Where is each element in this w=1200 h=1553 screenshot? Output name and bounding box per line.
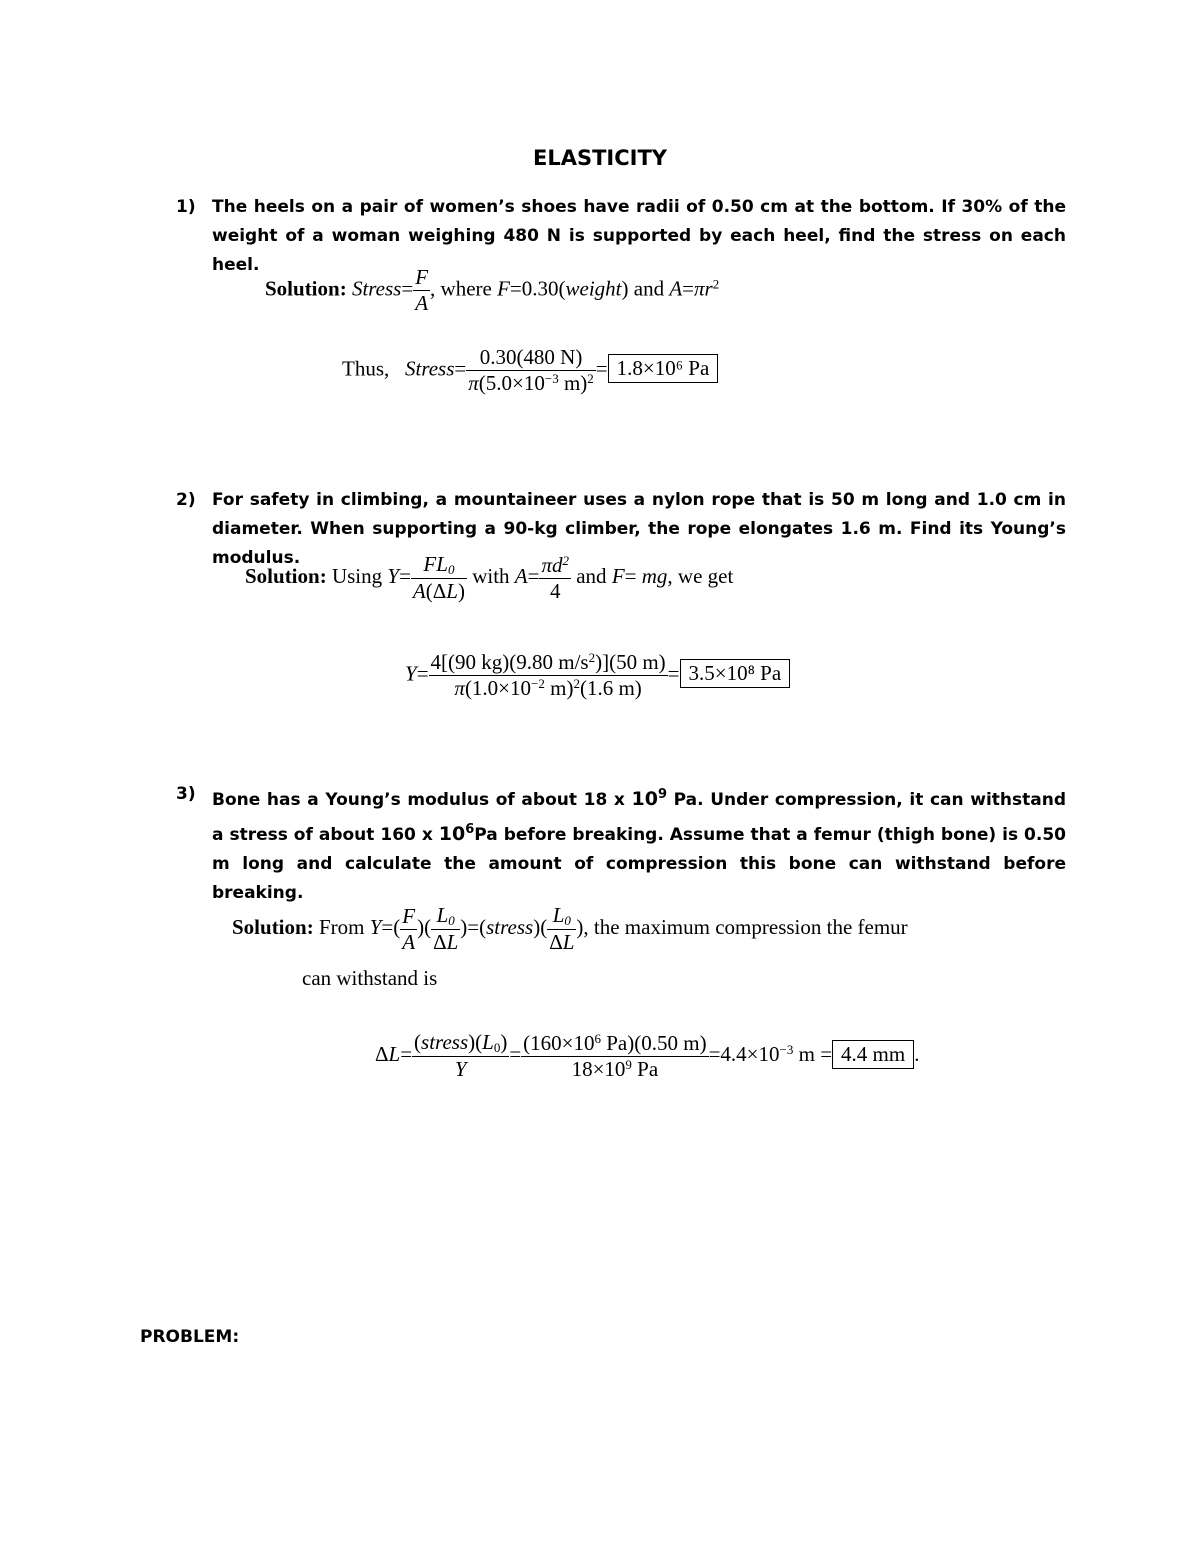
solution-3-tail: can withstand is bbox=[302, 966, 438, 990]
question-number: 2) bbox=[176, 490, 196, 510]
solution-label: Solution: bbox=[232, 914, 314, 939]
solution-3-calc: ΔL= $\frac{(stress)(L_0)}{Y}$ = $\frac{(160\times 10^6 Pa)(0.50 m)}{18\times 10^9 Pa}$ $=4.4\times 10^{-3}$ m = 4.4 mm . bbox=[375, 1030, 920, 1081]
problem-label: PROBLEM: bbox=[140, 1327, 240, 1347]
question-text: Bone has a Young’s modulus of about 18 x $10^9$ Pa. Under compression, it can withstand a stress of about 160 x $10^6Pa$ before breaking. Assume that a femur (thigh bone) is 0.50 m long and calculate the amount of compression this bone can withstand before breaking. bbox=[212, 787, 1066, 903]
question-text: The heels on a pair of women’s shoes have radii of 0.50 cm at the bottom. If 30% of the weight of a woman weighing 480 N is supported by each heel, find the stress on each heel. bbox=[212, 197, 1066, 275]
solution-2-calc: Y= $\frac{4[(90 kg)(9.80 m/s^2)](50 m)}{\pi(1.0\times 10^{-2} m)^2(1.6 m)}$ = 3.5×10⁸ Pa bbox=[405, 650, 790, 701]
solution-label: Solution: bbox=[265, 276, 347, 301]
solution-2-formula: Solution: Using Y= $\frac{FL_0}{A(\Delta L)}$ with A= $\frac{\pi d^2}{4}$ and F= mg, we get bbox=[245, 552, 734, 603]
question-number: 3) bbox=[176, 784, 196, 804]
question-text: For safety in climbing, a mountaineer uses a nylon rope that is 50 m long and 1.0 cm in diameter. When supporting a 90-kg climber, the rope elongates 1.6 m. Find its Young’s modulus. bbox=[212, 490, 1066, 568]
solution-3-formula: Solution: From Y=( $\frac{F}{A}$ )( $\frac{L_0}{\Delta L}$ )=(stress)( $\frac{L_0}{\Delta L}$ ), the maximum compression the femur bbox=[232, 903, 908, 954]
answer-box: 1.8×10⁶ Pa bbox=[608, 354, 719, 383]
solution-1-calc: Thus, Stress= $\frac{0.30(480 N)}{\pi(5.0\times 10^{-3} m)^2}$ = 1.8×10⁶ Pa bbox=[342, 345, 718, 396]
question-number: 1) bbox=[176, 197, 196, 217]
solution-1-formula: Solution: Stress= $\frac{F}{A}$ , where F=0.30(weight) and $A=\pi r^2$ bbox=[265, 265, 720, 315]
solution-label: Solution: bbox=[245, 563, 327, 588]
answer-box: 4.4 mm bbox=[832, 1040, 914, 1069]
page-title: ELASTICITY bbox=[533, 146, 667, 170]
thus-label: Thus, bbox=[342, 356, 390, 381]
answer-box: 3.5×10⁸ Pa bbox=[680, 659, 791, 688]
